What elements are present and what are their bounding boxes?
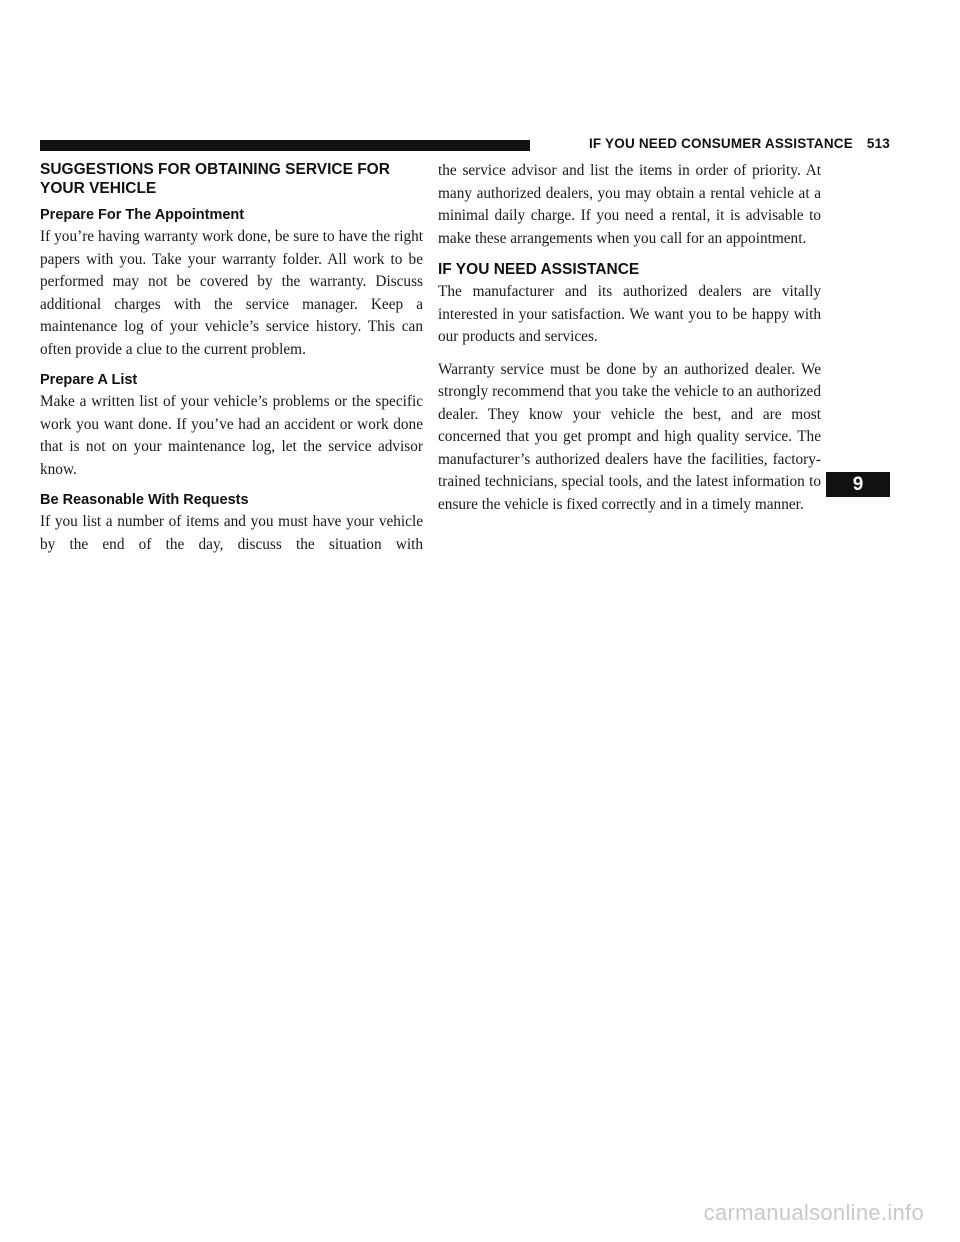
right-column [438,160,821,526]
chapter-tab: 9 [826,472,890,497]
page-number: 513 [866,136,890,151]
section-heading-service: SUGGESTIONS FOR OBTAINING SERVICE FOR YOUR VEHICLE [40,161,390,197]
subheading-reasonable-requests: Be Reasonable With Requests [40,492,249,508]
paragraph-assistance-2: Warranty service must be done by an authorized dealer. We strongly recommend that you take the vehicle to an authorized dealer. They know your vehicle the best, and are most concerned that you get prompt and high quality service. The manufacturer’s authorized dealers have the facilities, factory-trained technicians, special tools, and the latest information to ensure the vehicle is fixed correctly and in a timely manner. [438,360,821,513]
subheading-prepare-appointment: Prepare For The Appointment [40,207,245,223]
subheading-prepare-list: Prepare A List [40,372,138,388]
paragraph-assistance-1: The manufacturer and its authorized dealers are vitally interested in your satisfaction. We want you to be happy with our products and services. [438,283,821,345]
left-column [40,160,423,566]
watermark-text: carmanualsonline.info [703,1200,924,1225]
running-header [589,136,890,151]
paragraph-reasonable-requests: If you list a number of items and you must have your vehicle by the end of the day, discuss the situation with [40,513,423,553]
header-title: IF YOU NEED CONSUMER ASSISTANCE [588,136,853,151]
paragraph-continuation: the service advisor and list the items in order of priority. At many authorized dealers, you may obtain a rental vehicle at a minimal daily charge. If you need a rental, it is advisable to make these arrangements when you call for an appointment. [438,162,821,247]
section-heading-assistance: IF YOU NEED ASSISTANCE [438,261,640,278]
header-rule [40,140,530,151]
paragraph-prepare-list: Make a written list of your vehicle’s problems or the specific work you want done. If you’ve had an accident or work done that is not on your maintenance log, let the service advisor know. [40,393,423,478]
paragraph-prepare-appointment: If you’re having warranty work done, be sure to have the right papers with you. Take your warranty folder. All work to be performed may not be covered by the warranty. Discuss additional charges with the service manager. Keep a maintenance log of your vehicle’s service history. This can often provide a clue to the current problem. [40,228,423,358]
